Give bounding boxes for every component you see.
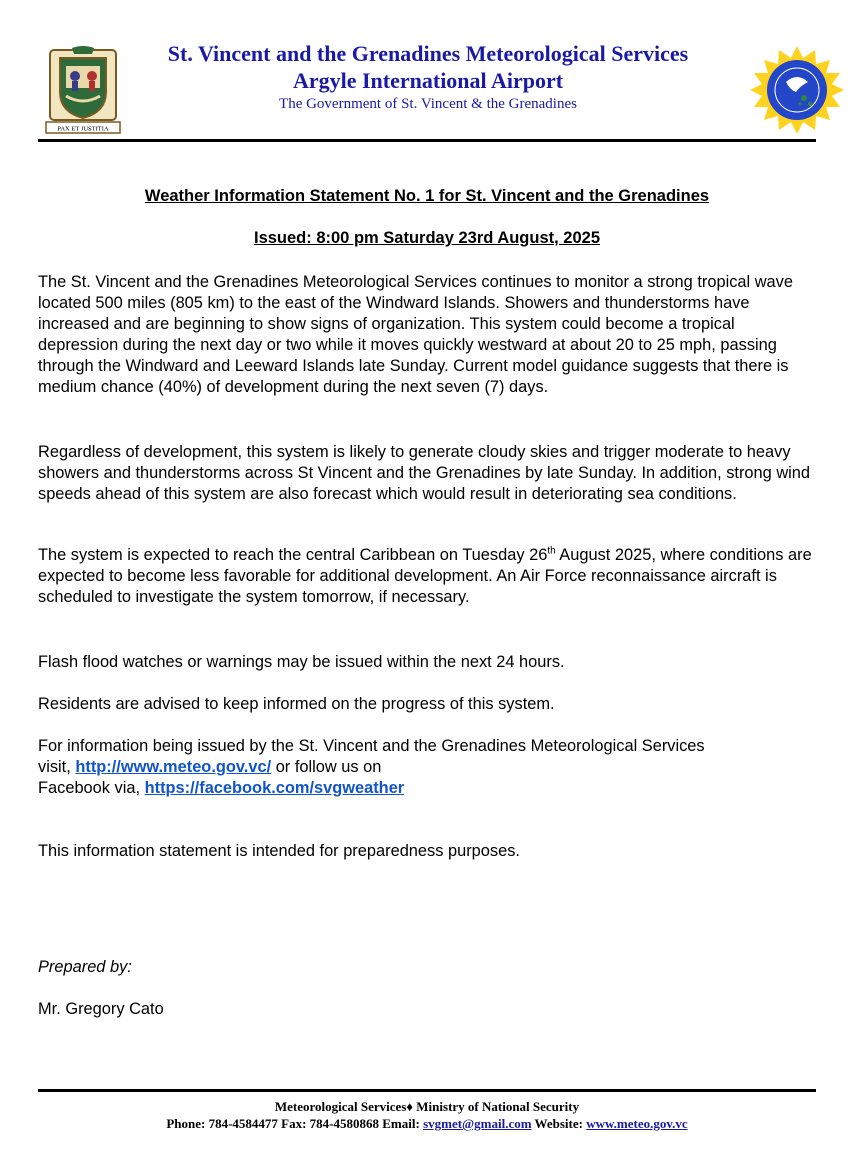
coat-of-arms-icon <box>42 46 124 136</box>
paragraph-7-text: This information statement is intended for preparedness purposes. <box>38 842 520 860</box>
paragraph-1 <box>38 272 818 398</box>
letterhead <box>38 40 816 140</box>
footer-phone-fax: Phone: 784-4584477 Fax: 784-4580868 Email: <box>166 1116 424 1131</box>
crest-motto: PAX ET JUSTITIA <box>57 125 109 133</box>
footer <box>38 1098 816 1132</box>
paragraph-1-text: The St. Vincent and the Grenadines Meteorological Services continues to monitor a strong tropical wave located 500 miles (805 km) to the east of the Windward Islands. Showers and thunderstorms have increased and are beginning to show signs of organization. This system could become a tropical depression during the next day or two while it moves quickly westward at about 20 to 25 mph, passing through the Windward and Leeward Islands late Sunday. Current model guidance suggests that there is medium chance (40%) of development during the next seven (7) days. <box>38 273 793 396</box>
meteorological-service-seal-icon <box>738 46 856 134</box>
footer-website-link[interactable]: www.meteo.gov.vc <box>586 1116 688 1131</box>
footer-email-link[interactable]: svgmet@gmail.com <box>423 1116 532 1131</box>
paragraph-4-text: Flash flood watches or warnings may be issued within the next 24 hours. <box>38 653 565 671</box>
airport-name: Argyle International Airport <box>292 68 564 93</box>
org-name: St. Vincent and the Grenadines Meteorological Services <box>167 41 689 66</box>
paragraph-4 <box>38 652 818 673</box>
diamond-separator-icon: ♦ <box>406 1099 414 1114</box>
paragraph-2 <box>38 442 818 505</box>
footer-ministry: Ministry of National Security <box>413 1099 580 1114</box>
footer-line-1 <box>38 1098 816 1115</box>
footer-website-label: Website: <box>531 1116 587 1131</box>
paragraph-6-part-b: or follow us on <box>271 758 382 776</box>
footer-divider <box>38 1089 816 1092</box>
letterhead-text <box>128 40 728 114</box>
paragraph-3 <box>38 545 818 608</box>
paragraph-6 <box>38 736 738 799</box>
footer-line-2 <box>38 1115 816 1132</box>
paragraph-3-text <box>38 545 818 608</box>
preparer-name: Mr. Gregory Cato <box>38 1000 164 1018</box>
paragraph-3-part-b: August 2025, where conditions are expected to become less favorable for additional development. An Air Force reconnaissance aircraft is scheduled to investigate the system tomorrow, if necessary. <box>38 546 812 606</box>
paragraph-6-text <box>38 736 738 799</box>
government-name: The Government of St. Vincent & the Grenadines <box>279 96 577 112</box>
ordinal-suffix: th <box>547 545 556 557</box>
website-link[interactable]: http://www.meteo.gov.vc/ <box>75 758 272 776</box>
footer-department: Meteorological Services <box>274 1099 407 1114</box>
paragraph-5 <box>38 694 818 715</box>
facebook-link[interactable]: https://facebook.com/svgweather <box>144 779 405 797</box>
paragraph-6-part-a: For information being issued by the St. Vincent and the Grenadines Meteorological Services visit, <box>38 737 705 776</box>
statement-title: Weather Information Statement No. 1 for St. Vincent and the Grenadines <box>144 187 710 205</box>
paragraph-6-part-c: Facebook via, <box>38 779 145 797</box>
issued-datetime: Issued: 8:00 pm Saturday 23rd August, 2025 <box>253 229 600 247</box>
paragraph-2-text: Regardless of development, this system is likely to generate cloudy skies and trigger moderate to heavy showers and thunderstorms across St Vincent and the Grenadines by late Sunday. In addition, strong wind speeds ahead of this system are also forecast which would result in deteriorating sea conditions. <box>38 443 811 503</box>
header-divider <box>38 139 816 142</box>
paragraph-7 <box>38 841 818 862</box>
paragraph-3-part-a: The system is expected to reach the central Caribbean on Tuesday 26 <box>38 546 548 564</box>
paragraph-5-text: Residents are advised to keep informed on the progress of this system. <box>38 695 555 713</box>
prepared-by-label: Prepared by: <box>38 958 132 976</box>
